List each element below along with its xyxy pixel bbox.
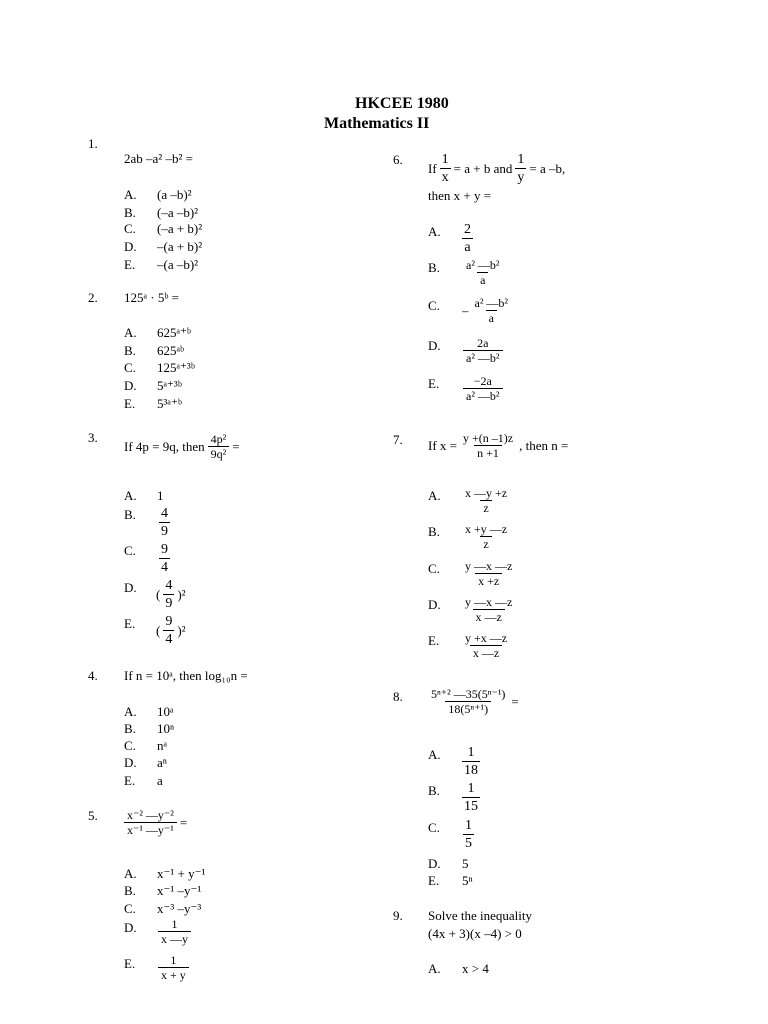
option-label: C. (124, 543, 136, 558)
fraction-numerator: 1 (465, 818, 472, 833)
question-stem (124, 807, 187, 837)
fraction-denominator: 9 (165, 596, 173, 611)
option-value (463, 374, 503, 403)
question-number: 1. (88, 136, 98, 151)
option-value (158, 917, 191, 946)
option-label: B. (428, 260, 440, 275)
option-label: E. (428, 873, 440, 888)
option-value: 10ᵃ (157, 704, 174, 719)
paren-open: ( (156, 623, 161, 638)
option-label: A. (124, 488, 137, 503)
question-number: 6. (393, 152, 403, 167)
fraction-denominator: z (480, 500, 491, 515)
option-value: –(a –b)² (157, 257, 199, 272)
option-value (159, 541, 170, 576)
fraction-numerator: 2 (464, 222, 471, 237)
fraction-denominator: x —z (473, 609, 505, 624)
question-number: 3. (88, 430, 98, 445)
option-label: D. (124, 755, 137, 770)
option-label: A. (124, 187, 137, 202)
option-label: D. (428, 856, 441, 871)
option-label: C. (428, 561, 440, 576)
question-number: 4. (88, 668, 98, 683)
option-value: 5³ᵃ⁺ᵇ (157, 396, 182, 411)
question-number: 9. (393, 908, 403, 923)
fraction-denominator: 15 (464, 799, 478, 814)
option-value (462, 631, 510, 660)
option-value: nᵃ (157, 738, 168, 753)
paren-close: )² (177, 623, 186, 638)
question-number: 8. (393, 689, 403, 704)
fraction-numerator: 1 (441, 152, 449, 167)
stem-equals: = (511, 694, 519, 709)
question-stem (428, 431, 568, 460)
fraction-numerator: y +(n –1)z (463, 431, 514, 445)
option-label: A. (428, 747, 441, 762)
option-value (463, 336, 503, 365)
option-label: D. (124, 239, 137, 254)
option-value: 5ⁿ (462, 873, 473, 888)
question-stem (428, 686, 519, 716)
stem-fraction (208, 432, 230, 461)
option-label: E. (124, 773, 136, 788)
fraction-denominator: a² —b² (463, 388, 503, 403)
fraction-denominator: x + y (158, 967, 189, 982)
option-value: 5ᵃ⁺³ᵇ (157, 378, 182, 393)
fraction-denominator: n +1 (474, 445, 502, 460)
fraction-denominator: y (517, 170, 525, 185)
option-value (462, 486, 510, 515)
option-label: C. (428, 820, 440, 835)
fraction-numerator: y —x —z (465, 559, 513, 573)
option-label: E. (124, 257, 136, 272)
fraction-numerator: 4p² (210, 432, 227, 446)
fraction-denominator: x —y (158, 931, 191, 946)
option-label: A. (428, 961, 441, 976)
option-label: D. (124, 580, 137, 595)
option-value: 625ᵃᵇ (157, 343, 185, 358)
exam-title: HKCEE 1980 (355, 95, 449, 112)
fraction-denominator: 18 (464, 763, 478, 778)
fraction-numerator: 1 (467, 745, 475, 760)
option-value: (–a –b)² (157, 205, 199, 220)
option-value: 5 (462, 856, 469, 871)
option-value (463, 258, 503, 287)
option-value (462, 559, 515, 588)
question-stem-line2: then x + y = (428, 188, 492, 203)
fraction-numerator: 1 (171, 917, 178, 931)
option-value (159, 505, 170, 540)
option-value: aⁿ (157, 755, 167, 770)
fraction-denominator: 18(5ⁿ⁺¹) (445, 701, 491, 716)
option-label: B. (124, 343, 136, 358)
option-label: B. (428, 524, 440, 539)
fraction-denominator: x⁻¹ —y⁻¹ (124, 822, 177, 837)
fraction-denominator: 9q² (208, 446, 230, 461)
fraction-denominator: 4 (161, 560, 168, 575)
option-label: E. (124, 616, 136, 631)
question-stem (428, 151, 565, 186)
stem-text: If 4p = 9q, then (124, 439, 205, 454)
option-value: 1 (157, 488, 164, 503)
option-value: (a –b)² (157, 187, 192, 202)
stem-equals: = (179, 815, 188, 830)
option-value: x⁻¹ + y⁻¹ (157, 866, 206, 881)
option-value: (–a + b)² (157, 221, 203, 236)
option-value (462, 744, 480, 779)
option-value: 10ⁿ (157, 721, 175, 736)
stem-text: = a –b, (529, 161, 566, 176)
question-number: 5. (88, 808, 98, 823)
option-label: E. (124, 956, 136, 971)
question-stem: If n = 10ᵃ, then log₁₀n = (124, 668, 248, 683)
option-value (156, 577, 186, 612)
fraction-numerator: −2a (473, 374, 492, 388)
option-label: A. (124, 866, 137, 881)
option-value: –(a + b)² (157, 239, 203, 254)
stem-text: If x = (428, 438, 457, 453)
option-value: x⁻¹ –y⁻¹ (157, 883, 202, 898)
option-label: E. (428, 376, 440, 391)
stem-text: If (428, 161, 437, 176)
option-label: B. (124, 205, 136, 220)
option-label: C. (124, 221, 136, 236)
fraction-denominator: 5 (465, 836, 472, 851)
option-label: D. (124, 920, 137, 935)
fraction-numerator: y +x —z (465, 631, 508, 645)
fraction-denominator: x (441, 170, 449, 185)
option-label: A. (124, 704, 137, 719)
stem-equals: = (232, 439, 240, 454)
option-label: D. (428, 338, 441, 353)
fraction-denominator: x +z (475, 573, 502, 588)
fraction-numerator: 9 (161, 542, 168, 557)
option-value: x > 4 (462, 961, 489, 976)
option-label: A. (428, 224, 441, 239)
fraction-numerator: 4 (165, 578, 173, 593)
question-stem: 125ᵃ · 5ᵇ = (124, 290, 179, 305)
option-label: B. (124, 883, 136, 898)
option-label: D. (428, 597, 441, 612)
option-value (158, 953, 189, 982)
stem-text: = a + b and (453, 161, 513, 176)
fraction-numerator: 9 (165, 614, 173, 629)
fraction-numerator: y —x —z (465, 595, 513, 609)
fraction-numerator: x +y —z (465, 522, 508, 536)
option-value (156, 613, 186, 648)
option-label: B. (428, 783, 440, 798)
fraction-numerator: 4 (161, 506, 168, 521)
question-number: 7. (393, 432, 403, 447)
stem-text: , then n = (519, 438, 569, 453)
fraction-denominator: z (480, 536, 491, 551)
exam-subtitle: Mathematics II (324, 115, 430, 132)
option-label: D. (124, 378, 137, 393)
option-label: A. (124, 325, 137, 340)
fraction-denominator: 9 (161, 524, 168, 539)
fraction-numerator: a² —b² (474, 296, 509, 310)
option-value: 625ᵃ⁺ᵇ (157, 325, 191, 340)
fraction-numerator: 1 (170, 953, 177, 967)
option-value (462, 522, 510, 551)
fraction-numerator: x —y +z (465, 486, 508, 500)
question-stem (124, 432, 240, 461)
minus-sign: – (462, 303, 469, 318)
option-label: B. (124, 507, 136, 522)
fraction-numerator: 1 (517, 152, 525, 167)
option-value: x⁻³ –y⁻³ (157, 901, 202, 916)
option-value (463, 817, 474, 852)
fraction-denominator: x —z (470, 645, 502, 660)
paren-close: )² (177, 587, 186, 602)
option-label: C. (124, 738, 136, 753)
fraction-numerator: a² —b² (466, 258, 500, 272)
option-value (462, 296, 511, 325)
fraction-denominator: 4 (165, 632, 173, 647)
option-label: C. (428, 298, 440, 313)
fraction-denominator: a (477, 272, 488, 287)
fraction-denominator: a (486, 310, 497, 325)
option-value: 125ᵃ⁺³ᵇ (157, 360, 195, 375)
question-number: 2. (88, 290, 98, 305)
option-label: E. (124, 396, 136, 411)
option-label: A. (428, 488, 441, 503)
question-stem: Solve the inequality (428, 908, 532, 923)
option-label: C. (124, 360, 136, 375)
option-value (462, 595, 515, 624)
fraction-denominator: a² —b² (463, 350, 503, 365)
fraction-numerator: 1 (467, 781, 475, 796)
option-label: C. (124, 901, 136, 916)
question-stem: 2ab –a² –b² = (124, 151, 193, 166)
question-stem-line2: (4x + 3)(x –4) > 0 (428, 926, 522, 941)
fraction-denominator: a (464, 240, 471, 255)
option-label: E. (428, 633, 440, 648)
option-label: B. (124, 721, 136, 736)
fraction-numerator: 5ⁿ⁺² —35(5ⁿ⁻¹) (431, 687, 506, 701)
fraction-numerator: x⁻² —y⁻² (127, 808, 174, 822)
option-value: a (157, 773, 163, 788)
option-value (462, 780, 480, 815)
option-value (462, 221, 473, 256)
fraction-numerator: 2a (477, 336, 489, 350)
paren-open: ( (156, 587, 161, 602)
